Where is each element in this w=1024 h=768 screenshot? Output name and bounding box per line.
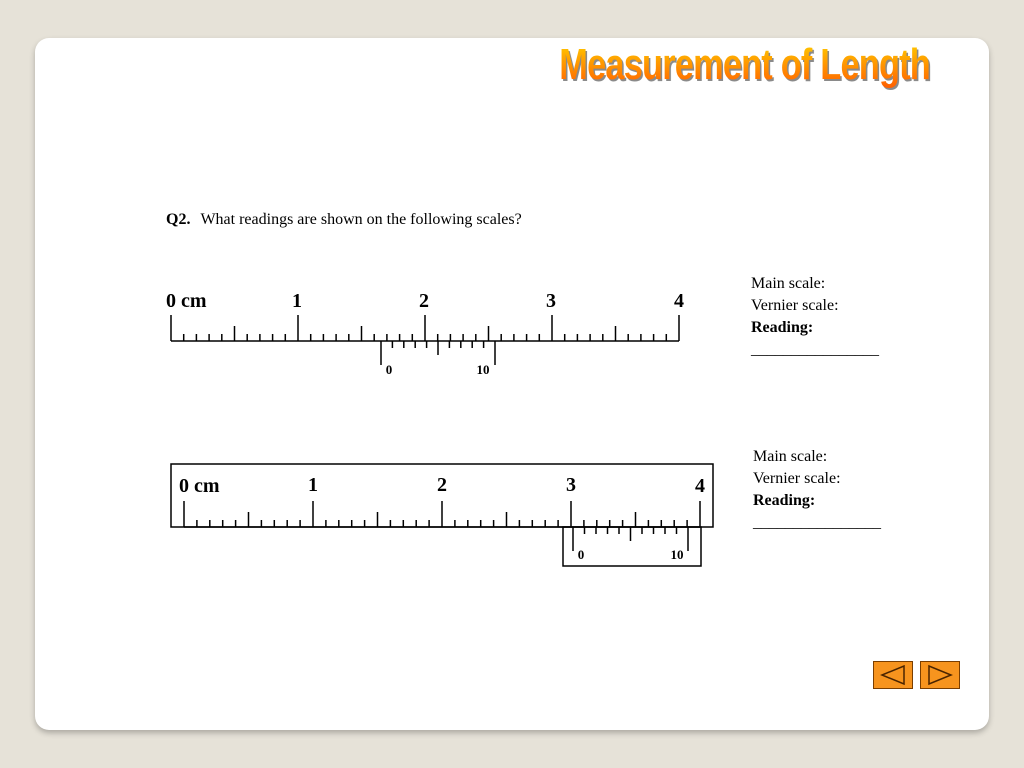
scale1-main-label-0: 0 cm — [166, 290, 207, 312]
scale2-main-label-4: 4 — [695, 475, 705, 497]
scale1-vernier-label-0: 0 — [385, 362, 393, 377]
answer2-main-scale: Main scale: — [753, 448, 828, 465]
scale1-vernier-label-10: 10 — [476, 362, 490, 377]
scale2-main-label-0: 0 cm — [179, 475, 220, 497]
answer1-main-scale: Main scale: — [751, 275, 826, 292]
answer1-vernier-scale: Vernier scale: — [751, 297, 839, 314]
scale2-main-scale — [184, 501, 700, 527]
question-text: What readings are shown on the following scales? — [200, 211, 522, 228]
scale2-main-label-3: 3 — [566, 474, 576, 496]
answer1-reading: Reading: — [751, 319, 814, 336]
answer1-blank: ________________ — [751, 341, 879, 358]
scale2-vernier-label-0: 0 — [577, 547, 585, 562]
scale1-main-label-3: 3 — [546, 290, 556, 312]
prev-button[interactable] — [873, 661, 913, 689]
answer-block-2 — [753, 446, 881, 534]
scale1-main-label-2: 2 — [419, 290, 429, 312]
scale2-main-label-2: 2 — [437, 474, 447, 496]
question-number: Q2. — [166, 211, 191, 228]
triangle-left-icon — [878, 664, 908, 686]
triangle-right-icon — [925, 664, 955, 686]
answer-block-1 — [751, 273, 879, 361]
answer2-reading: Reading: — [753, 492, 816, 509]
answer2-blank: ________________ — [753, 514, 881, 531]
next-button[interactable] — [920, 661, 960, 689]
page-title: Measurement of Length — [540, 40, 930, 90]
scale2-vernier-label-10: 10 — [670, 547, 684, 562]
scale1-main-label-4: 4 — [674, 290, 684, 312]
answer2-vernier-scale: Vernier scale: — [753, 470, 841, 487]
scale1-main-label-1: 1 — [292, 290, 302, 312]
scale2-main-label-1: 1 — [308, 474, 318, 496]
